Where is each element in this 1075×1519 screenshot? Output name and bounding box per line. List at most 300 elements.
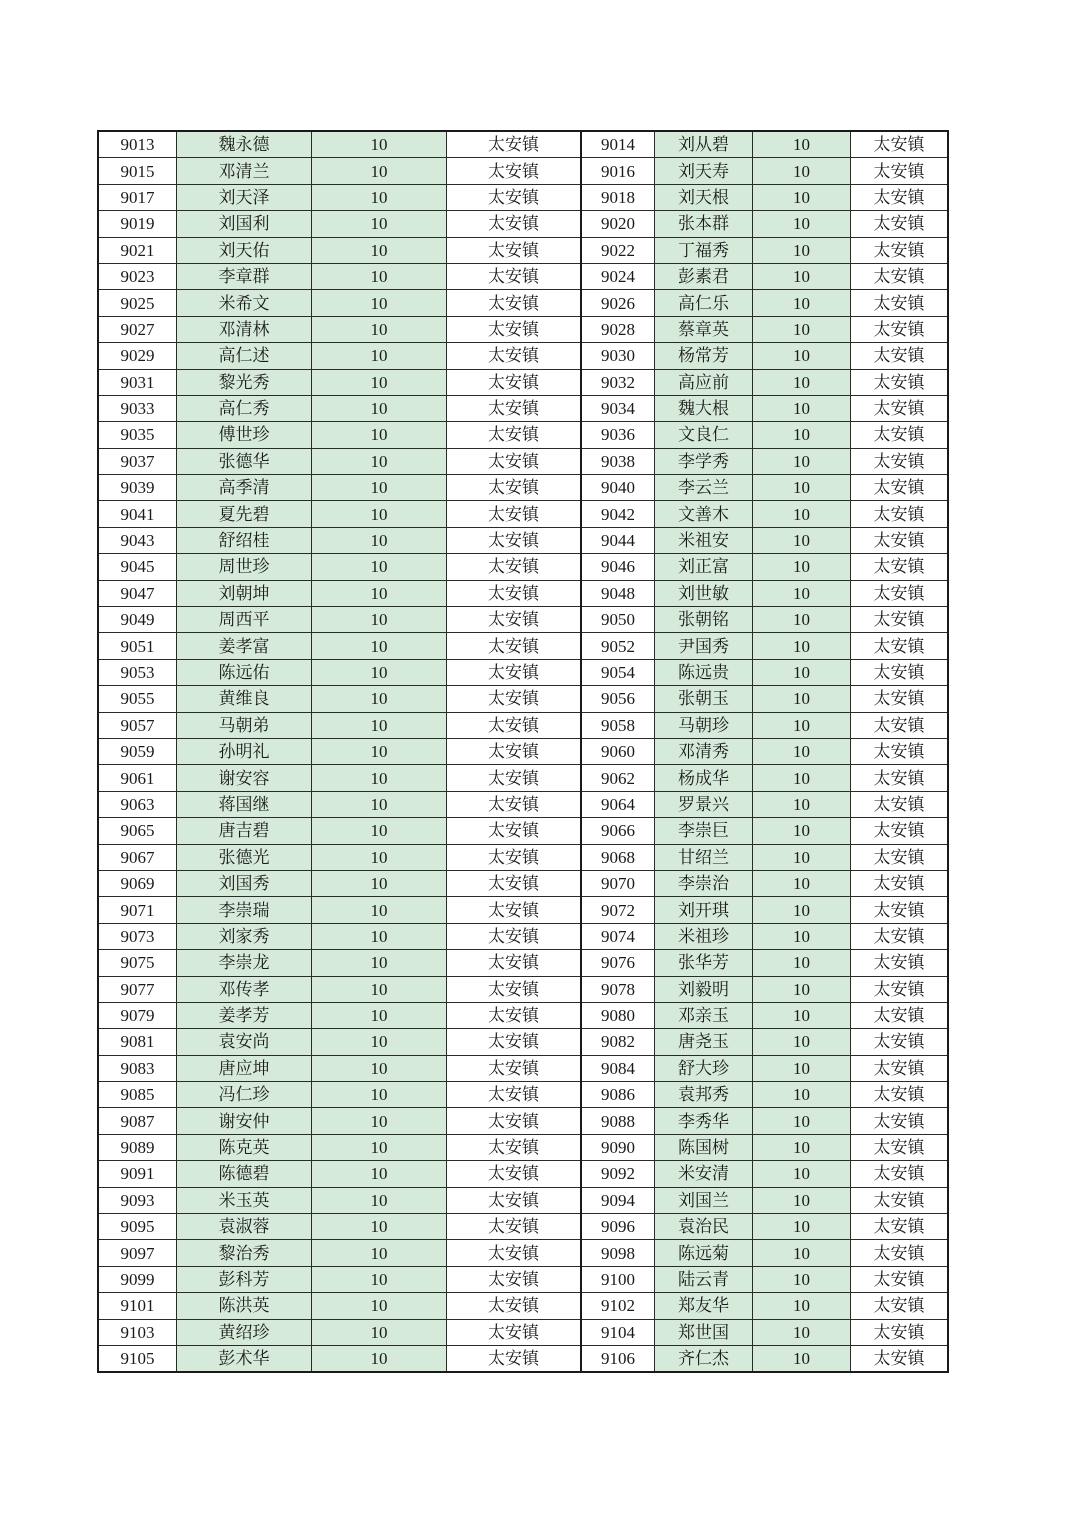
right-id-cell: 9086: [581, 1082, 655, 1108]
right-amount-cell: 10: [753, 184, 851, 210]
left-id-cell: 9057: [98, 712, 177, 738]
right-name-cell: 刘毅明: [655, 976, 753, 1002]
left-town-cell: 太安镇: [447, 263, 582, 289]
left-name-cell: 陈德碧: [177, 1161, 312, 1187]
right-name-cell: 袁邦秀: [655, 1082, 753, 1108]
roster-table: [97, 130, 949, 1373]
right-amount-cell: 10: [753, 791, 851, 817]
right-id-cell: 9070: [581, 870, 655, 896]
right-id-cell: 9104: [581, 1319, 655, 1345]
table-row: [98, 765, 948, 791]
right-name-cell: 李崇巨: [655, 818, 753, 844]
left-name-cell: 邓清林: [177, 316, 312, 342]
right-town-cell: 太安镇: [851, 738, 949, 764]
left-name-cell: 刘国利: [177, 211, 312, 237]
left-amount-cell: 10: [312, 607, 447, 633]
left-town-cell: 太安镇: [447, 818, 582, 844]
left-amount-cell: 10: [312, 448, 447, 474]
left-amount-cell: 10: [312, 1134, 447, 1160]
table-row: [98, 501, 948, 527]
right-name-cell: 罗景兴: [655, 791, 753, 817]
left-id-cell: 9051: [98, 633, 177, 659]
right-id-cell: 9042: [581, 501, 655, 527]
right-town-cell: 太安镇: [851, 607, 949, 633]
left-id-cell: 9097: [98, 1240, 177, 1266]
right-name-cell: 李崇治: [655, 870, 753, 896]
table-row: [98, 131, 948, 158]
left-town-cell: 太安镇: [447, 844, 582, 870]
right-name-cell: 蔡章英: [655, 316, 753, 342]
table-row: [98, 395, 948, 421]
left-name-cell: 陈克英: [177, 1134, 312, 1160]
left-id-cell: 9035: [98, 422, 177, 448]
left-amount-cell: 10: [312, 158, 447, 184]
right-amount-cell: 10: [753, 1293, 851, 1319]
left-town-cell: 太安镇: [447, 1293, 582, 1319]
right-name-cell: 尹国秀: [655, 633, 753, 659]
table-row: [98, 158, 948, 184]
right-town-cell: 太安镇: [851, 976, 949, 1002]
left-town-cell: 太安镇: [447, 659, 582, 685]
right-id-cell: 9048: [581, 580, 655, 606]
right-id-cell: 9090: [581, 1134, 655, 1160]
right-amount-cell: 10: [753, 1002, 851, 1028]
left-amount-cell: 10: [312, 1214, 447, 1240]
right-town-cell: 太安镇: [851, 791, 949, 817]
table-row: [98, 475, 948, 501]
left-amount-cell: 10: [312, 1240, 447, 1266]
left-town-cell: 太安镇: [447, 633, 582, 659]
right-amount-cell: 10: [753, 1266, 851, 1292]
right-amount-cell: 10: [753, 1082, 851, 1108]
right-amount-cell: 10: [753, 659, 851, 685]
right-amount-cell: 10: [753, 976, 851, 1002]
right-id-cell: 9100: [581, 1266, 655, 1292]
left-name-cell: 张德华: [177, 448, 312, 474]
right-amount-cell: 10: [753, 818, 851, 844]
left-id-cell: 9019: [98, 211, 177, 237]
right-town-cell: 太安镇: [851, 1055, 949, 1081]
left-town-cell: 太安镇: [447, 448, 582, 474]
left-id-cell: 9043: [98, 527, 177, 553]
right-id-cell: 9024: [581, 263, 655, 289]
table-row: [98, 1345, 948, 1372]
left-id-cell: 9105: [98, 1345, 177, 1372]
left-id-cell: 9095: [98, 1214, 177, 1240]
right-amount-cell: 10: [753, 897, 851, 923]
left-name-cell: 傅世珍: [177, 422, 312, 448]
left-amount-cell: 10: [312, 343, 447, 369]
left-town-cell: 太安镇: [447, 712, 582, 738]
left-town-cell: 太安镇: [447, 290, 582, 316]
right-town-cell: 太安镇: [851, 686, 949, 712]
left-name-cell: 周西平: [177, 607, 312, 633]
right-name-cell: 齐仁杰: [655, 1345, 753, 1372]
left-amount-cell: 10: [312, 1002, 447, 1028]
left-amount-cell: 10: [312, 818, 447, 844]
table-row: [98, 237, 948, 263]
right-id-cell: 9102: [581, 1293, 655, 1319]
left-amount-cell: 10: [312, 369, 447, 395]
left-name-cell: 蒋国继: [177, 791, 312, 817]
left-name-cell: 李崇龙: [177, 950, 312, 976]
left-name-cell: 李章群: [177, 263, 312, 289]
left-town-cell: 太安镇: [447, 422, 582, 448]
left-name-cell: 高季清: [177, 475, 312, 501]
left-name-cell: 邓清兰: [177, 158, 312, 184]
right-town-cell: 太安镇: [851, 316, 949, 342]
table-row: [98, 369, 948, 395]
right-name-cell: 唐尧玉: [655, 1029, 753, 1055]
left-id-cell: 9021: [98, 237, 177, 263]
table-row: [98, 184, 948, 210]
right-amount-cell: 10: [753, 712, 851, 738]
left-name-cell: 袁安尚: [177, 1029, 312, 1055]
right-amount-cell: 10: [753, 1187, 851, 1213]
left-id-cell: 9017: [98, 184, 177, 210]
right-town-cell: 太安镇: [851, 211, 949, 237]
right-town-cell: 太安镇: [851, 1345, 949, 1372]
left-id-cell: 9099: [98, 1266, 177, 1292]
right-amount-cell: 10: [753, 1029, 851, 1055]
right-name-cell: 李云兰: [655, 475, 753, 501]
right-name-cell: 丁福秀: [655, 237, 753, 263]
right-id-cell: 9054: [581, 659, 655, 685]
right-name-cell: 袁治民: [655, 1214, 753, 1240]
table-row: [98, 1319, 948, 1345]
left-amount-cell: 10: [312, 184, 447, 210]
right-id-cell: 9074: [581, 923, 655, 949]
right-name-cell: 马朝珍: [655, 712, 753, 738]
left-id-cell: 9015: [98, 158, 177, 184]
left-name-cell: 魏永德: [177, 131, 312, 158]
left-amount-cell: 10: [312, 844, 447, 870]
right-town-cell: 太安镇: [851, 1002, 949, 1028]
left-id-cell: 9077: [98, 976, 177, 1002]
right-name-cell: 刘正富: [655, 554, 753, 580]
left-id-cell: 9045: [98, 554, 177, 580]
left-town-cell: 太安镇: [447, 158, 582, 184]
table-row: [98, 1029, 948, 1055]
left-amount-cell: 10: [312, 1319, 447, 1345]
right-name-cell: 米祖珍: [655, 923, 753, 949]
table-row: [98, 343, 948, 369]
left-amount-cell: 10: [312, 316, 447, 342]
table-row: [98, 633, 948, 659]
right-town-cell: 太安镇: [851, 1187, 949, 1213]
table-row: [98, 290, 948, 316]
right-town-cell: 太安镇: [851, 1293, 949, 1319]
right-id-cell: 9014: [581, 131, 655, 158]
left-amount-cell: 10: [312, 527, 447, 553]
right-name-cell: 舒大珍: [655, 1055, 753, 1081]
left-id-cell: 9039: [98, 475, 177, 501]
right-town-cell: 太安镇: [851, 475, 949, 501]
right-town-cell: 太安镇: [851, 950, 949, 976]
left-name-cell: 冯仁珍: [177, 1082, 312, 1108]
right-town-cell: 太安镇: [851, 448, 949, 474]
right-name-cell: 张华芳: [655, 950, 753, 976]
left-id-cell: 9093: [98, 1187, 177, 1213]
left-town-cell: 太安镇: [447, 607, 582, 633]
left-town-cell: 太安镇: [447, 395, 582, 421]
table-row: [98, 263, 948, 289]
left-amount-cell: 10: [312, 1029, 447, 1055]
left-name-cell: 米玉英: [177, 1187, 312, 1213]
left-id-cell: 9069: [98, 870, 177, 896]
right-id-cell: 9016: [581, 158, 655, 184]
table-row: [98, 1055, 948, 1081]
left-amount-cell: 10: [312, 923, 447, 949]
right-amount-cell: 10: [753, 1240, 851, 1266]
right-name-cell: 刘开琪: [655, 897, 753, 923]
left-name-cell: 高仁秀: [177, 395, 312, 421]
left-name-cell: 周世珍: [177, 554, 312, 580]
left-town-cell: 太安镇: [447, 976, 582, 1002]
left-town-cell: 太安镇: [447, 1161, 582, 1187]
right-id-cell: 9022: [581, 237, 655, 263]
left-amount-cell: 10: [312, 950, 447, 976]
right-id-cell: 9078: [581, 976, 655, 1002]
right-amount-cell: 10: [753, 870, 851, 896]
left-town-cell: 太安镇: [447, 1002, 582, 1028]
right-id-cell: 9072: [581, 897, 655, 923]
right-town-cell: 太安镇: [851, 422, 949, 448]
left-amount-cell: 10: [312, 263, 447, 289]
right-amount-cell: 10: [753, 316, 851, 342]
left-name-cell: 邓传孝: [177, 976, 312, 1002]
left-amount-cell: 10: [312, 791, 447, 817]
left-amount-cell: 10: [312, 422, 447, 448]
left-town-cell: 太安镇: [447, 1187, 582, 1213]
left-town-cell: 太安镇: [447, 1108, 582, 1134]
left-id-cell: 9073: [98, 923, 177, 949]
right-amount-cell: 10: [753, 475, 851, 501]
right-name-cell: 陈国树: [655, 1134, 753, 1160]
right-id-cell: 9076: [581, 950, 655, 976]
left-name-cell: 唐应坤: [177, 1055, 312, 1081]
left-amount-cell: 10: [312, 1161, 447, 1187]
right-id-cell: 9088: [581, 1108, 655, 1134]
left-name-cell: 夏先碧: [177, 501, 312, 527]
left-id-cell: 9065: [98, 818, 177, 844]
left-amount-cell: 10: [312, 554, 447, 580]
right-town-cell: 太安镇: [851, 1108, 949, 1134]
right-name-cell: 邓清秀: [655, 738, 753, 764]
right-id-cell: 9082: [581, 1029, 655, 1055]
left-name-cell: 彭科芳: [177, 1266, 312, 1292]
right-name-cell: 甘绍兰: [655, 844, 753, 870]
right-id-cell: 9106: [581, 1345, 655, 1372]
right-name-cell: 米祖安: [655, 527, 753, 553]
right-town-cell: 太安镇: [851, 290, 949, 316]
left-name-cell: 黄维良: [177, 686, 312, 712]
left-id-cell: 9083: [98, 1055, 177, 1081]
left-name-cell: 彭术华: [177, 1345, 312, 1372]
right-name-cell: 张朝铭: [655, 607, 753, 633]
right-amount-cell: 10: [753, 395, 851, 421]
left-town-cell: 太安镇: [447, 1319, 582, 1345]
right-town-cell: 太安镇: [851, 1134, 949, 1160]
table-row: [98, 554, 948, 580]
right-amount-cell: 10: [753, 633, 851, 659]
left-amount-cell: 10: [312, 1293, 447, 1319]
right-amount-cell: 10: [753, 607, 851, 633]
right-town-cell: 太安镇: [851, 369, 949, 395]
left-town-cell: 太安镇: [447, 475, 582, 501]
left-name-cell: 姜孝芳: [177, 1002, 312, 1028]
left-id-cell: 9031: [98, 369, 177, 395]
right-id-cell: 9058: [581, 712, 655, 738]
right-name-cell: 高仁乐: [655, 290, 753, 316]
right-id-cell: 9046: [581, 554, 655, 580]
table-row: [98, 791, 948, 817]
table-row: [98, 1266, 948, 1292]
table-row: [98, 448, 948, 474]
right-name-cell: 刘国兰: [655, 1187, 753, 1213]
right-name-cell: 邓亲玉: [655, 1002, 753, 1028]
right-id-cell: 9098: [581, 1240, 655, 1266]
left-id-cell: 9047: [98, 580, 177, 606]
right-amount-cell: 10: [753, 1055, 851, 1081]
left-id-cell: 9081: [98, 1029, 177, 1055]
right-town-cell: 太安镇: [851, 501, 949, 527]
left-town-cell: 太安镇: [447, 369, 582, 395]
right-amount-cell: 10: [753, 844, 851, 870]
right-name-cell: 张本群: [655, 211, 753, 237]
left-town-cell: 太安镇: [447, 950, 582, 976]
left-name-cell: 刘天泽: [177, 184, 312, 210]
right-town-cell: 太安镇: [851, 844, 949, 870]
left-town-cell: 太安镇: [447, 686, 582, 712]
right-id-cell: 9034: [581, 395, 655, 421]
right-town-cell: 太安镇: [851, 1266, 949, 1292]
right-town-cell: 太安镇: [851, 633, 949, 659]
right-amount-cell: 10: [753, 448, 851, 474]
left-town-cell: 太安镇: [447, 131, 582, 158]
left-id-cell: 9091: [98, 1161, 177, 1187]
right-name-cell: 陈远菊: [655, 1240, 753, 1266]
right-name-cell: 文良仁: [655, 422, 753, 448]
right-id-cell: 9026: [581, 290, 655, 316]
right-id-cell: 9028: [581, 316, 655, 342]
left-id-cell: 9063: [98, 791, 177, 817]
right-id-cell: 9094: [581, 1187, 655, 1213]
left-amount-cell: 10: [312, 659, 447, 685]
right-name-cell: 刘天寿: [655, 158, 753, 184]
right-name-cell: 陈远贵: [655, 659, 753, 685]
left-id-cell: 9025: [98, 290, 177, 316]
right-name-cell: 杨成华: [655, 765, 753, 791]
left-name-cell: 刘国秀: [177, 870, 312, 896]
left-id-cell: 9053: [98, 659, 177, 685]
right-amount-cell: 10: [753, 290, 851, 316]
right-name-cell: 彭素君: [655, 263, 753, 289]
right-name-cell: 郑友华: [655, 1293, 753, 1319]
table-row: [98, 1240, 948, 1266]
right-id-cell: 9052: [581, 633, 655, 659]
right-town-cell: 太安镇: [851, 527, 949, 553]
right-amount-cell: 10: [753, 686, 851, 712]
left-id-cell: 9067: [98, 844, 177, 870]
left-name-cell: 高仁述: [177, 343, 312, 369]
left-amount-cell: 10: [312, 1108, 447, 1134]
left-amount-cell: 10: [312, 131, 447, 158]
left-name-cell: 袁淑蓉: [177, 1214, 312, 1240]
table-row: [98, 1002, 948, 1028]
right-amount-cell: 10: [753, 527, 851, 553]
left-town-cell: 太安镇: [447, 211, 582, 237]
left-amount-cell: 10: [312, 501, 447, 527]
left-town-cell: 太安镇: [447, 316, 582, 342]
right-town-cell: 太安镇: [851, 1082, 949, 1108]
left-town-cell: 太安镇: [447, 1055, 582, 1081]
left-id-cell: 9029: [98, 343, 177, 369]
left-town-cell: 太安镇: [447, 1134, 582, 1160]
table-row: [98, 818, 948, 844]
left-amount-cell: 10: [312, 686, 447, 712]
right-id-cell: 9066: [581, 818, 655, 844]
left-name-cell: 刘天佑: [177, 237, 312, 263]
left-amount-cell: 10: [312, 765, 447, 791]
right-town-cell: 太安镇: [851, 131, 949, 158]
left-name-cell: 米希文: [177, 290, 312, 316]
right-town-cell: 太安镇: [851, 897, 949, 923]
table-row: [98, 316, 948, 342]
table-row: [98, 659, 948, 685]
left-amount-cell: 10: [312, 290, 447, 316]
left-amount-cell: 10: [312, 738, 447, 764]
right-town-cell: 太安镇: [851, 659, 949, 685]
right-amount-cell: 10: [753, 369, 851, 395]
table-row: [98, 580, 948, 606]
right-id-cell: 9060: [581, 738, 655, 764]
table-row: [98, 1161, 948, 1187]
left-name-cell: 谢安仲: [177, 1108, 312, 1134]
left-amount-cell: 10: [312, 1345, 447, 1372]
left-amount-cell: 10: [312, 1055, 447, 1081]
left-id-cell: 9059: [98, 738, 177, 764]
left-id-cell: 9055: [98, 686, 177, 712]
right-amount-cell: 10: [753, 1134, 851, 1160]
left-id-cell: 9103: [98, 1319, 177, 1345]
left-id-cell: 9027: [98, 316, 177, 342]
right-town-cell: 太安镇: [851, 184, 949, 210]
right-name-cell: 刘世敏: [655, 580, 753, 606]
left-town-cell: 太安镇: [447, 527, 582, 553]
right-town-cell: 太安镇: [851, 712, 949, 738]
right-name-cell: 郑世国: [655, 1319, 753, 1345]
left-town-cell: 太安镇: [447, 870, 582, 896]
right-amount-cell: 10: [753, 738, 851, 764]
right-town-cell: 太安镇: [851, 158, 949, 184]
left-town-cell: 太安镇: [447, 554, 582, 580]
left-amount-cell: 10: [312, 712, 447, 738]
right-amount-cell: 10: [753, 422, 851, 448]
table-row: [98, 1082, 948, 1108]
left-amount-cell: 10: [312, 976, 447, 1002]
left-name-cell: 舒绍桂: [177, 527, 312, 553]
right-name-cell: 杨常芳: [655, 343, 753, 369]
table-row: [98, 950, 948, 976]
table-row: [98, 976, 948, 1002]
right-name-cell: 李秀华: [655, 1108, 753, 1134]
right-id-cell: 9030: [581, 343, 655, 369]
left-id-cell: 9079: [98, 1002, 177, 1028]
right-town-cell: 太安镇: [851, 554, 949, 580]
left-town-cell: 太安镇: [447, 1214, 582, 1240]
left-id-cell: 9013: [98, 131, 177, 158]
